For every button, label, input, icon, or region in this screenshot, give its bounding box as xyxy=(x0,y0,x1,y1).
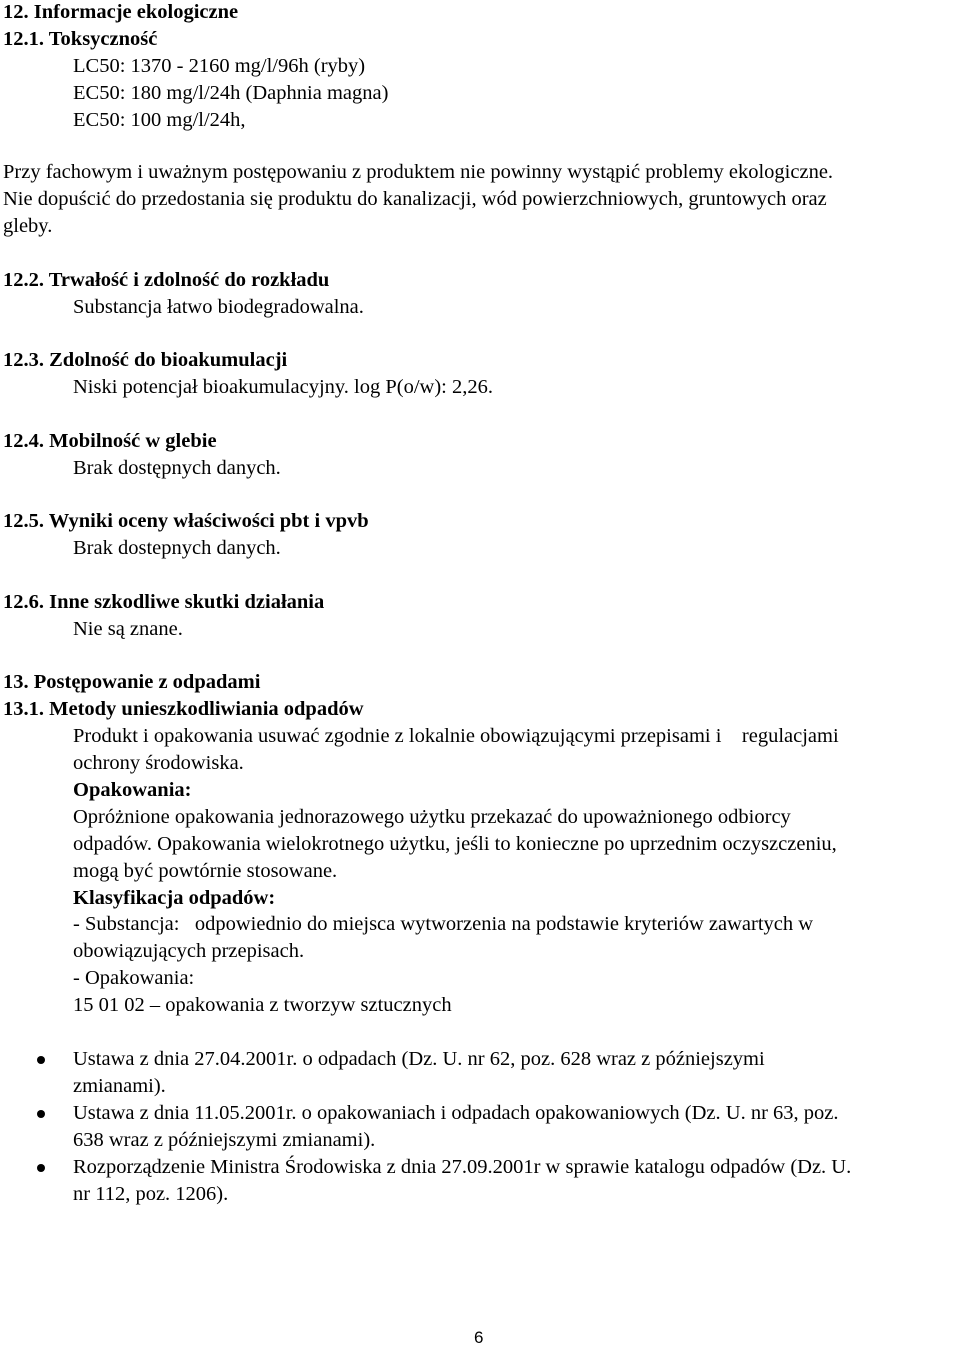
page-number: 6 xyxy=(474,1328,484,1347)
bullet-icon xyxy=(37,1164,45,1172)
packaging-line-3: mogą być powtórnie stosowane. xyxy=(73,860,338,882)
eco-paragraph-line-1: Przy fachowym i uważnym postępowaniu z produktem nie powinny wystąpić problemy ekologiczne. xyxy=(3,161,834,183)
section-12-5-title: 12.5. Wyniki oceny właściwości pbt i vpvb xyxy=(3,510,369,532)
section-12-6-text: Nie są znane. xyxy=(73,618,183,640)
disposal-product-line-1: Produkt i opakowania usuwać zgodnie z lokalnie obowiązującymi przepisami i regulacjami xyxy=(73,725,839,747)
toxicity-lc50: LC50: 1370 - 2160 mg/l/96h (ryby) xyxy=(73,55,366,77)
section-12-4-text: Brak dostępnych danych. xyxy=(73,457,281,479)
packaging-line-1: Opróżnione opakowania jednorazowego użytku przekazać do upoważnionego odbiorcy xyxy=(73,806,791,828)
classification-line-4: 15 01 02 – opakowania z tworzyw sztucznych xyxy=(73,994,452,1016)
classification-line-1: - Substancja: odpowiednio do miejsca wytworzenia na podstawie kryteriów zawartych w xyxy=(73,913,814,935)
section-12-2-title: 12.2. Trwałość i zdolność do rozkładu xyxy=(3,269,330,291)
bullet-icon xyxy=(37,1110,45,1118)
section-13-1-title: 13.1. Metody unieszkodliwiania odpadów xyxy=(3,698,364,720)
regulation-1-line-1: Ustawa z dnia 27.04.2001r. o odpadach (Dz. U. nr 62, poz. 628 wraz z późniejszymi xyxy=(73,1048,765,1070)
section-12-1-title: 12.1. Toksyczność xyxy=(3,28,158,50)
eco-paragraph-line-2: Nie dopuścić do przedostania się produktu do kanalizacji, wód powierzchniowych, gruntowych oraz xyxy=(3,188,827,210)
toxicity-ec50-daphnia: EC50: 180 mg/l/24h (Daphnia magna) xyxy=(73,82,389,104)
section-12-6-title: 12.6. Inne szkodliwe skutki działania xyxy=(3,591,325,613)
regulation-3-line-2: nr 112, poz. 1206). xyxy=(73,1183,229,1205)
section-12-3-title: 12.3. Zdolność do bioakumulacji xyxy=(3,349,288,371)
classification-line-3: - Opakowania: xyxy=(73,967,195,989)
packaging-label: Opakowania: xyxy=(73,779,192,801)
toxicity-ec50: EC50: 100 mg/l/24h, xyxy=(73,109,246,131)
bullet-icon xyxy=(37,1056,45,1064)
section-12-2-text: Substancja łatwo biodegradowalna. xyxy=(73,296,364,318)
regulation-3-line-1: Rozporządzenie Ministra Środowiska z dnia 27.09.2001r w sprawie katalogu odpadów (Dz. U. xyxy=(73,1156,852,1178)
section-13-heading: 13. Postępowanie z odpadami xyxy=(3,671,261,693)
regulation-2-line-2: 638 wraz z późniejszymi zmianami). xyxy=(73,1129,376,1151)
classification-label: Klasyfikacja odpadów: xyxy=(73,887,276,909)
eco-paragraph-line-3: gleby. xyxy=(3,215,53,237)
disposal-product-line-2: ochrony środowiska. xyxy=(73,752,244,774)
section-12-heading: 12. Informacje ekologiczne xyxy=(3,1,239,23)
section-12-3-text: Niski potencjał bioakumulacyjny. log P(o/w): 2,26. xyxy=(73,376,493,398)
regulation-1-line-2: zmianami). xyxy=(73,1075,166,1097)
classification-line-2: obowiązujących przepisach. xyxy=(73,940,305,962)
section-12-5-text: Brak dostepnych danych. xyxy=(73,537,281,559)
regulation-2-line-1: Ustawa z dnia 11.05.2001r. o opakowaniach i odpadach opakowaniowych (Dz. U. nr 63, poz. xyxy=(73,1102,839,1124)
packaging-line-2: odpadów. Opakowania wielokrotnego użytku, jeśli to konieczne po uprzednim oczyszczeniu, xyxy=(73,833,837,855)
section-12-4-title: 12.4. Mobilność w glebie xyxy=(3,430,217,452)
